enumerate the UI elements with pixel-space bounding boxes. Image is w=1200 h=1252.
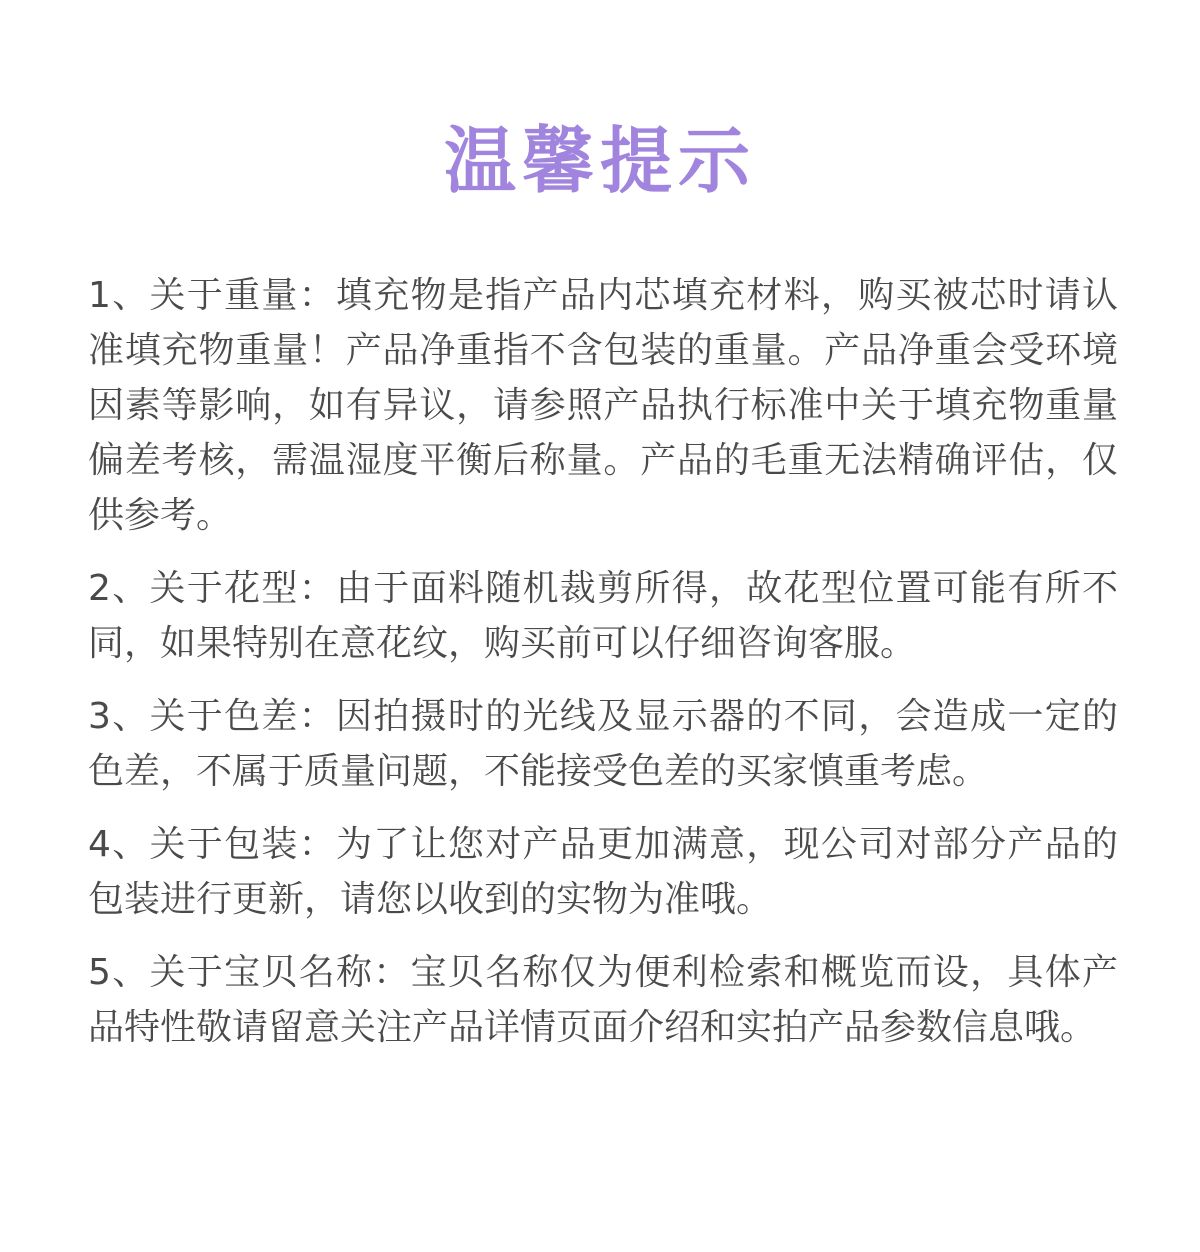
page-title: 温馨提示	[443, 119, 756, 203]
notice-item-weight: 1、关于重量：填充物是指产品内芯填充材料，购买被芯时请认准填充物重量！产品净重指不含包装的重量。产品净重会受环境因素等影响，如有异议，请参照产品执行标准中关于填充物重量偏差考核，需温湿度平衡后称量。产品的毛重无法精确评估，仅供参考。	[88, 275, 1118, 536]
notice-item-product-name: 5、关于宝贝名称：宝贝名称仅为便利检索和概览而设，具体产品特性敬请留意关注产品详情页面介绍和实拍产品参数信息哦。	[88, 952, 1118, 1048]
notice-item-pattern: 2、关于花型：由于面料随机裁剪所得，故花型位置可能有所不同，如果特别在意花纹，购买前可以仔细咨询客服。	[88, 568, 1118, 664]
notice-item-packaging: 4、关于包装：为了让您对产品更加满意，现公司对部分产品的包装进行更新，请您以收到的实物为准哦。	[88, 824, 1118, 920]
notice-list	[88, 268, 1118, 1073]
notice-item-color-difference: 3、关于色差：因拍摄时的光线及显示器的不同，会造成一定的色差，不属于质量问题，不能接受色差的买家慎重考虑。	[88, 696, 1118, 792]
